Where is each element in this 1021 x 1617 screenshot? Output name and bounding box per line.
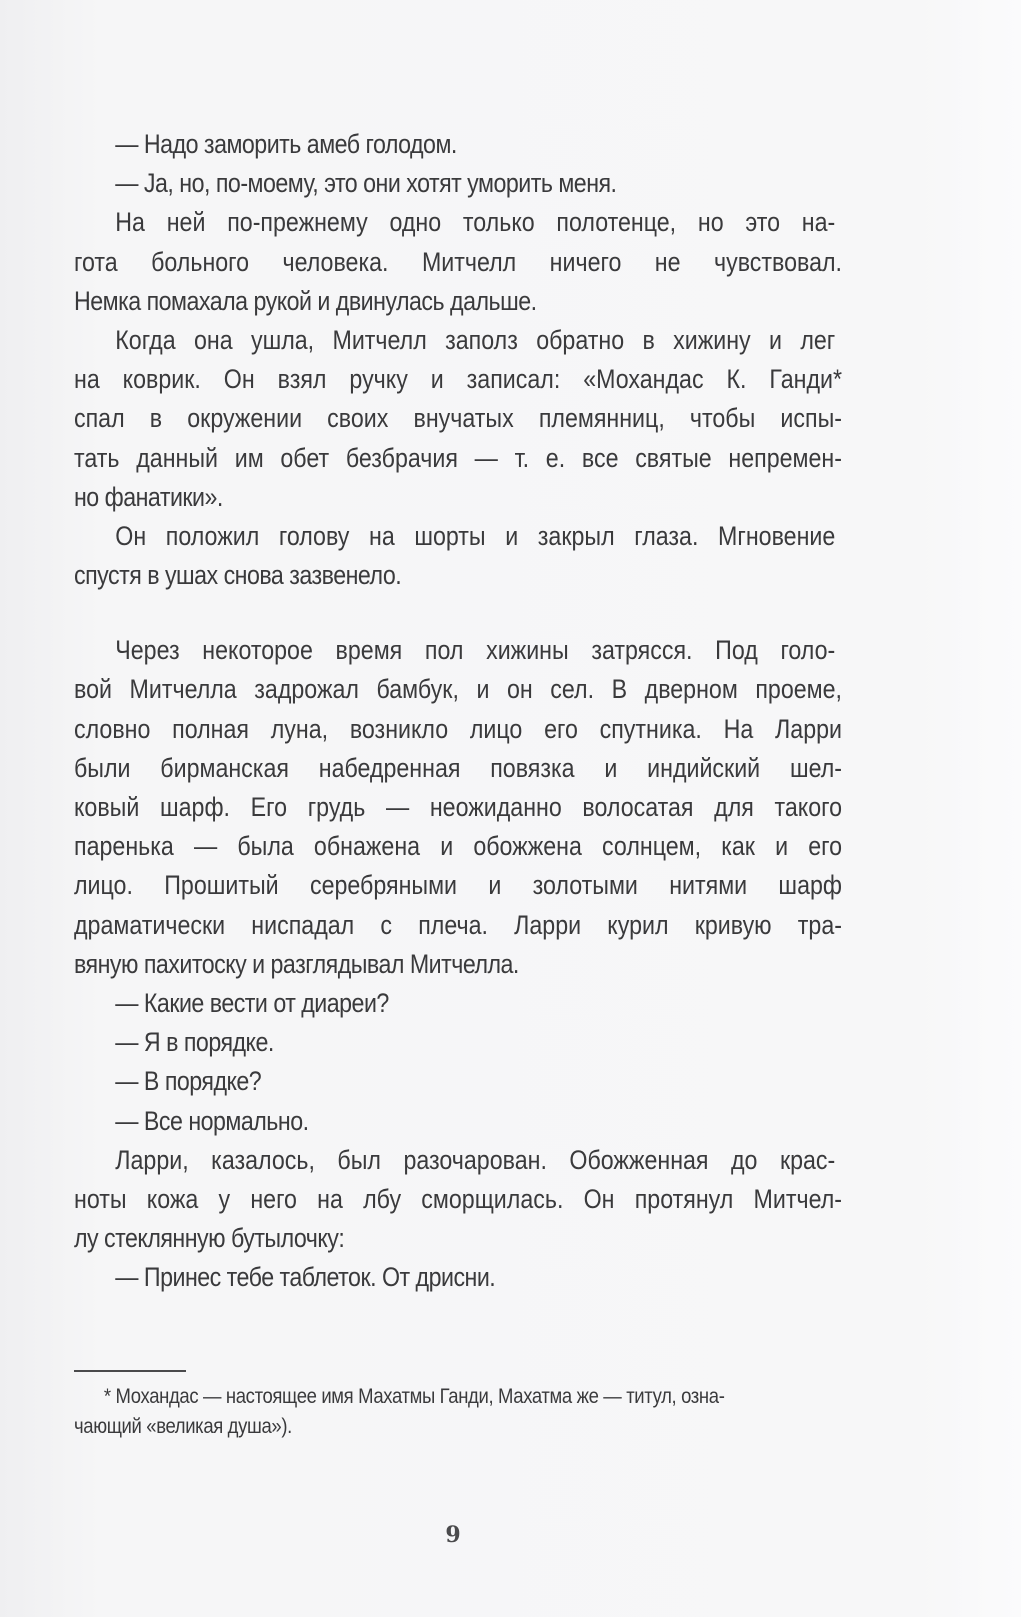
text-line: Немка помахала рукой и двинулась дальше. [74,285,537,316]
text-line: — Ja, но, по-моему, это они хотят уморить меня. [115,168,617,199]
text-line: паренька — была обнажена и обожжена солнцем, как и его [74,831,843,862]
text-line: — В порядке? [115,1066,262,1097]
text-line: были бирманская набедренная повязка и индийский шел- [74,752,842,783]
body-text [74,125,842,1297]
text-line: Ларри, казалось, был разочарован. Обожженная до крас- [115,1144,836,1175]
text-line: — Я в порядке. [115,1027,274,1058]
text-line: — Надо заморить амеб голодом. [115,129,457,159]
text-line: — Какие вести от диареи? [115,987,389,1018]
text-line: лицо. Прошитый серебряными и золотыми нитями шарф [74,870,843,901]
text-line: спустя в ушах снова зазвенело. [74,560,402,591]
text-line: Когда она ушла, Митчелл заполз обратно в хижину и лег [115,324,836,355]
footnote-divider [74,1370,186,1372]
text-line: спал в окружении своих внучатых племянниц, чтобы испы- [74,403,842,434]
text-line: На ней по-прежнему одно только полотенце, но это на- [115,207,836,238]
text-line: — Принес тебе таблеток. От дрисни. [115,1262,496,1293]
text-line: гота больного человека. Митчелл ничего не чувствовал. [74,246,842,277]
page-number: 9 [445,1522,461,1548]
footnote-line: чающий «великая душа»). [74,1415,292,1438]
text-line: — Все нормально. [115,1105,309,1136]
text-line: Он положил голову на шорты и закрыл глаза. Мгновение [115,520,836,551]
text-line: словно полная луна, возникло лицо его спутника. На Ларри [74,713,842,744]
footnote-line: * Мохандас — настоящее имя Махатмы Ганди, Махатма же — титул, озна- [103,1385,725,1408]
text-line: тать данный им обет безбрачия — т. е. все святые непремен- [74,442,842,473]
text-line: вяную пахитоску и разглядывал Митчелла. [74,948,519,979]
section-break [74,595,842,631]
text-line: ковый шарф. Его грудь — неожиданно волосатая для такого [74,792,843,822]
text-line: драматически ниспадал с плеча. Ларри курил кривую тра- [74,909,842,940]
text-line: ноты кожа у него на лбу сморщилась. Он протянул Митчел- [74,1183,842,1214]
text-line: Через некоторое время пол хижины затрясся. Под голо- [115,635,836,666]
footnote [74,1382,842,1442]
text-line: вой Митчелла задрожал бамбук, и он сел. В дверном проеме, [74,674,843,705]
text-line: на коврик. Он взял ручку и записал: «Мохандас К. Ганди* [74,364,843,395]
text-line: лу стеклянную бутылочку: [74,1223,345,1254]
text-line: но фанатики». [74,481,223,512]
